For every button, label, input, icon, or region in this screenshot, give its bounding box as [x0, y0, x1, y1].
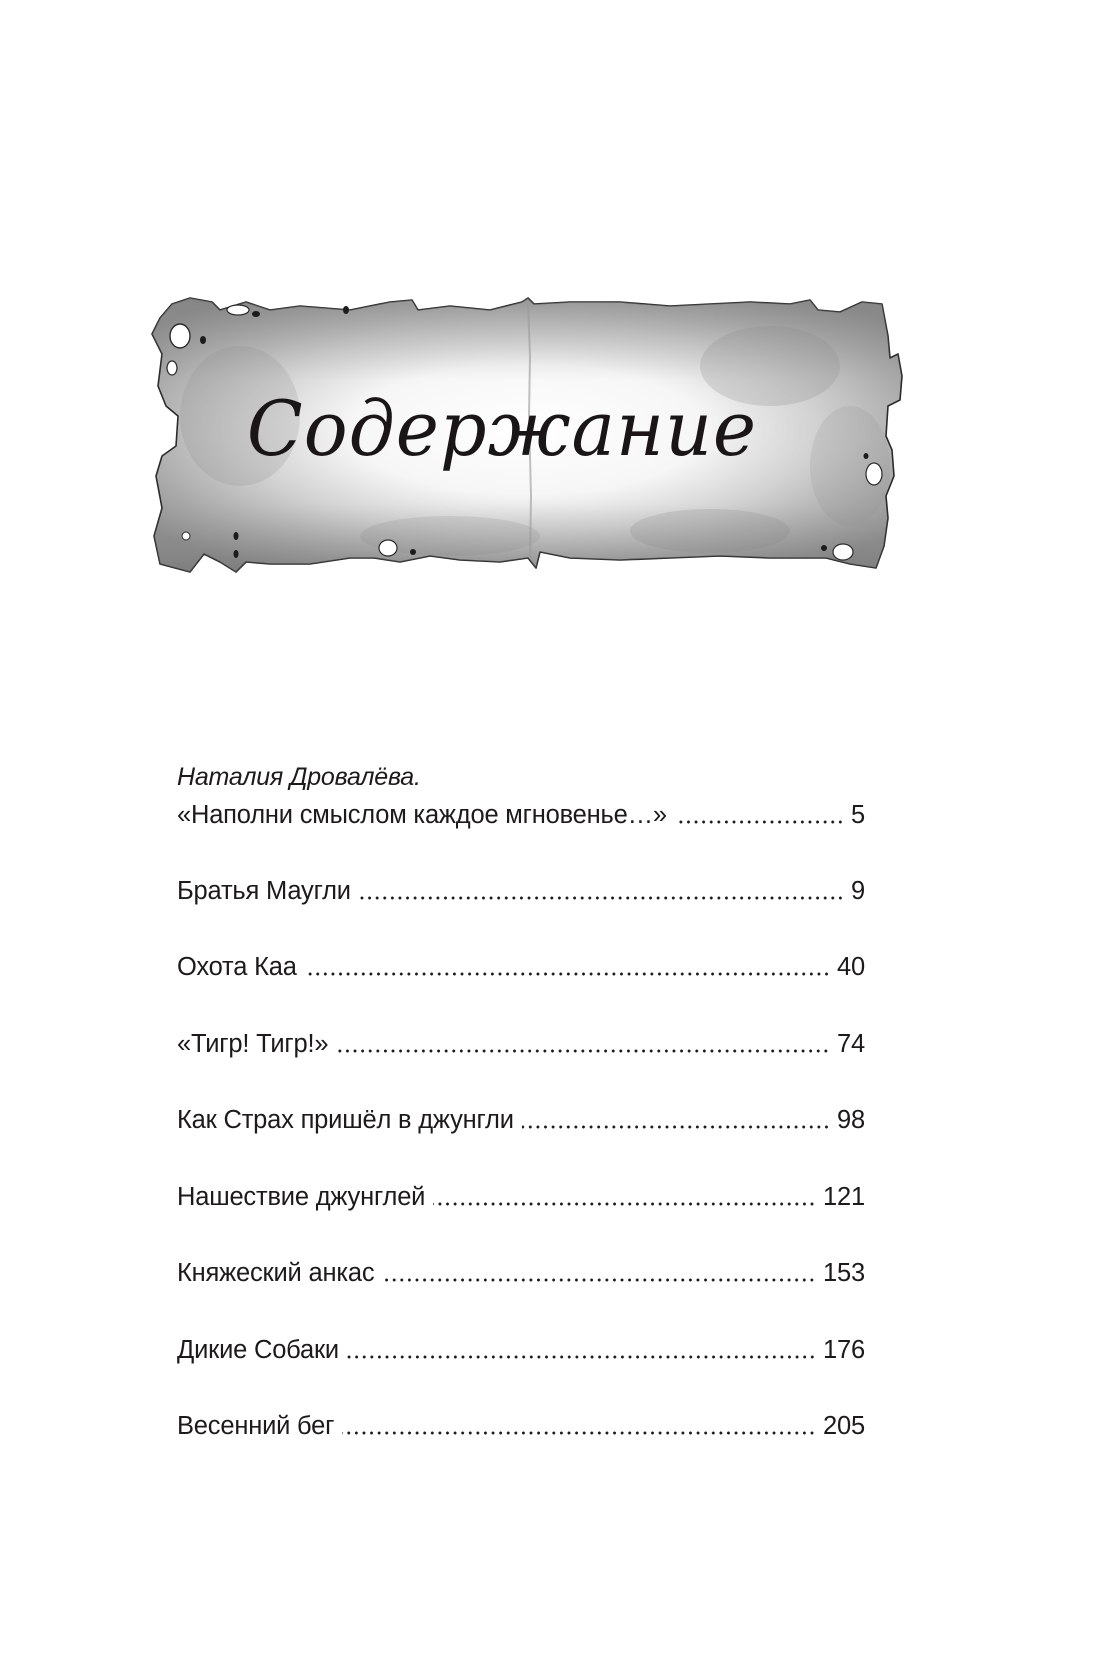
toc-entry-title: Дикие Собаки — [177, 1336, 339, 1364]
dot-leader — [342, 1431, 816, 1435]
toc-entry-title: Как Страх пришёл в джунгли — [177, 1106, 514, 1134]
dot-leader — [433, 1202, 816, 1206]
toc-entry-page: 98 — [837, 1106, 865, 1134]
preface-author: Наталия Дровалёва. — [177, 763, 421, 791]
toc-entry[interactable] — [177, 1334, 865, 1366]
toc-entry-page: 176 — [823, 1336, 865, 1364]
toc-entry[interactable] — [177, 1410, 865, 1442]
dot-leader — [382, 1278, 816, 1282]
toc-entry-title: «Наполни смыслом каждое мгновенье…» — [177, 801, 667, 829]
dot-leader — [347, 1355, 816, 1359]
toc-entry-title: Княжеский анкас — [177, 1259, 375, 1287]
toc-entry[interactable] — [177, 951, 865, 983]
toc-entry[interactable] — [177, 1257, 865, 1289]
toc-entry-title: «Тигр! Тигр!» — [177, 1030, 329, 1058]
toc-entry-page: 9 — [851, 877, 865, 905]
dot-leader — [305, 972, 830, 976]
dot-leader — [359, 896, 844, 900]
toc-entry-title: Братья Маугли — [177, 877, 351, 905]
dot-leader — [336, 1049, 830, 1053]
toc-entry-page: 40 — [837, 953, 865, 981]
toc-entry-page: 205 — [823, 1412, 865, 1440]
toc-entry[interactable] — [177, 1104, 865, 1136]
toc-entry-page: 74 — [837, 1030, 865, 1058]
toc-entry-page: 153 — [823, 1259, 865, 1287]
toc-entry-title: Весенний бег — [177, 1412, 335, 1440]
toc-entry-page: 5 — [851, 801, 865, 829]
toc-entry-title: Охота Каа — [177, 953, 297, 981]
toc-entry[interactable] — [177, 875, 865, 907]
page-title: Содержание — [246, 384, 758, 473]
toc-entry[interactable] — [177, 1181, 865, 1213]
toc-entry[interactable] — [177, 1028, 865, 1060]
toc-entry-preface[interactable] — [177, 799, 865, 831]
toc-entry-page: 121 — [823, 1183, 865, 1211]
toc-entry-title: Нашествие джунглей — [177, 1183, 426, 1211]
heading-banner — [150, 296, 908, 572]
dot-leader — [675, 820, 844, 824]
dot-leader — [522, 1125, 830, 1129]
